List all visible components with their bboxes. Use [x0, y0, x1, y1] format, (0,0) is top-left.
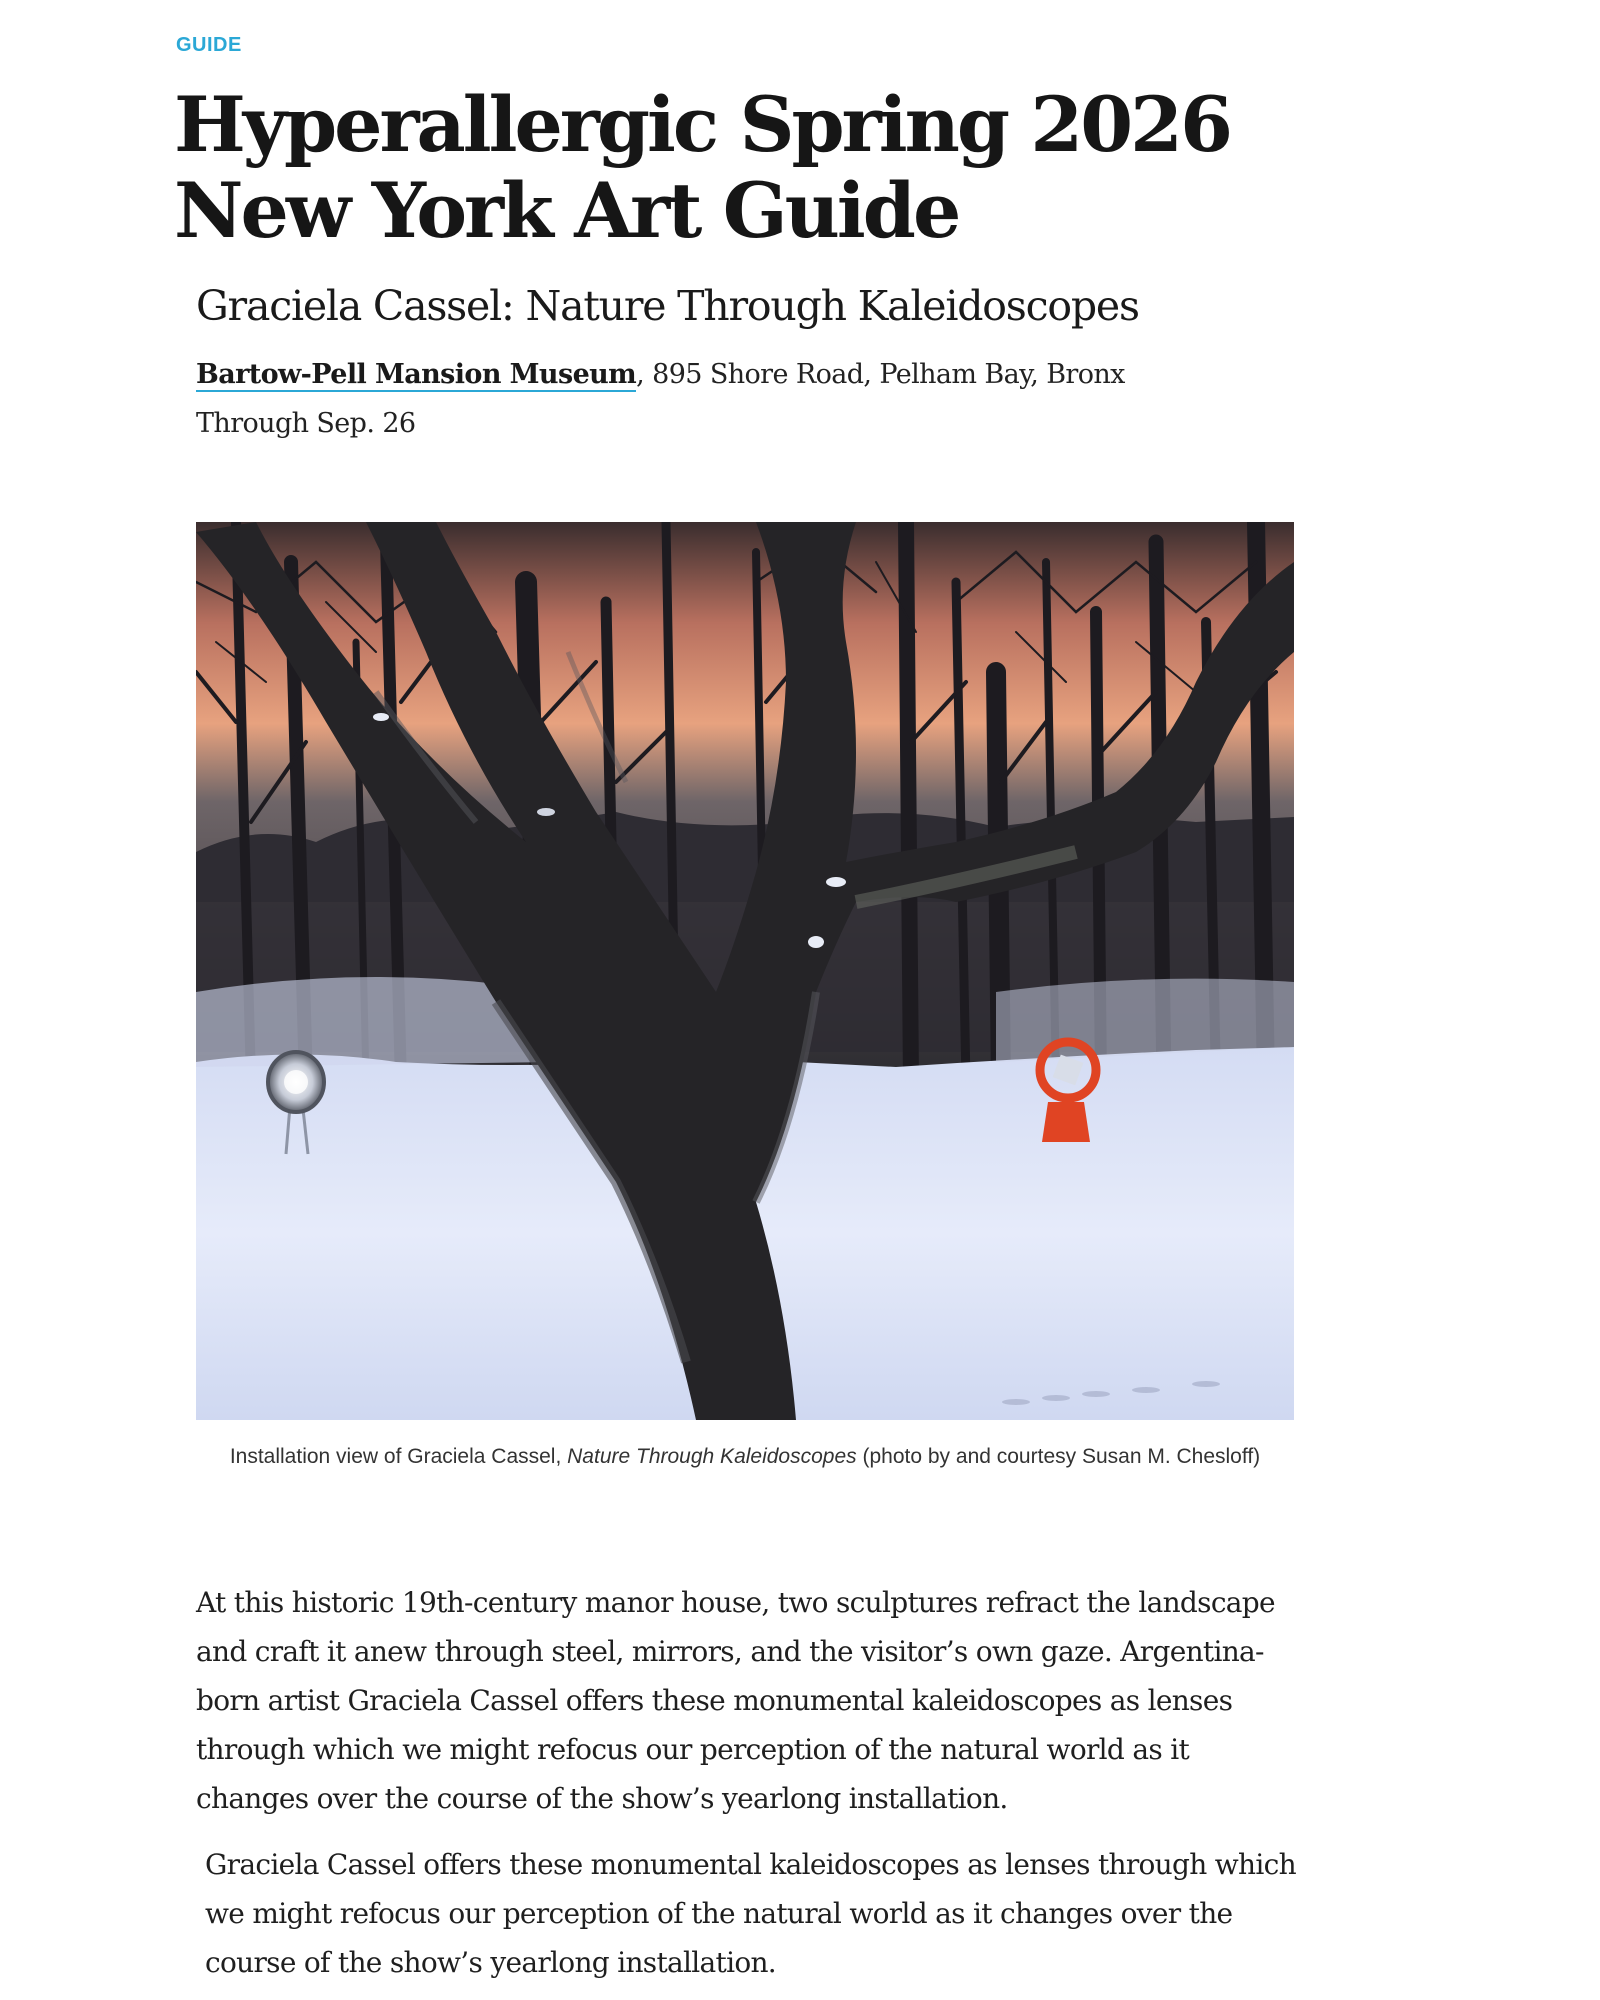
section-kicker[interactable]: GUIDE	[176, 34, 242, 56]
body-paragraph: At this historic 19th-century manor house, two sculptures refract the landscape and craft it anew through steel, mirrors, and the visitor’s own gaze. Argentina-born artist Graciela Cassel offers these monumental kaleidoscopes as lenses through which we might refocus our perception of the natural world as it changes over the course of the show’s yearlong installation.	[196, 1586, 1275, 1815]
listing-title: Graciela Cassel: Nature Through Kaleidoscopes	[196, 282, 1139, 330]
venue-link[interactable]: Bartow-Pell Mansion Museum	[196, 359, 637, 390]
caption-artwork-title: Nature Through Kaleidoscopes	[567, 1445, 857, 1468]
article-headline: Hyperallergic Spring 2026 New York Art Guide	[174, 80, 1230, 255]
venue-address: , 895 Shore Road, Pelham Bay, Bronx	[636, 359, 1125, 390]
exhibition-dates: Through Sep. 26	[196, 408, 416, 439]
body-paragraph-repeat: Graciela Cassel offers these monumental kaleidoscopes as lenses through which we might refocus our perception of the natural world as it changes over the course of the show’s yearlong installation.	[205, 1848, 1296, 1979]
venue-line	[196, 355, 1125, 395]
photo-caption	[196, 1440, 1294, 1473]
caption-prefix: Installation view of Graciela Cassel,	[229, 1445, 568, 1468]
installation-photo[interactable]	[196, 522, 1294, 1420]
caption-credit: (photo by and courtesy Susan M. Chesloff)	[856, 1445, 1261, 1468]
